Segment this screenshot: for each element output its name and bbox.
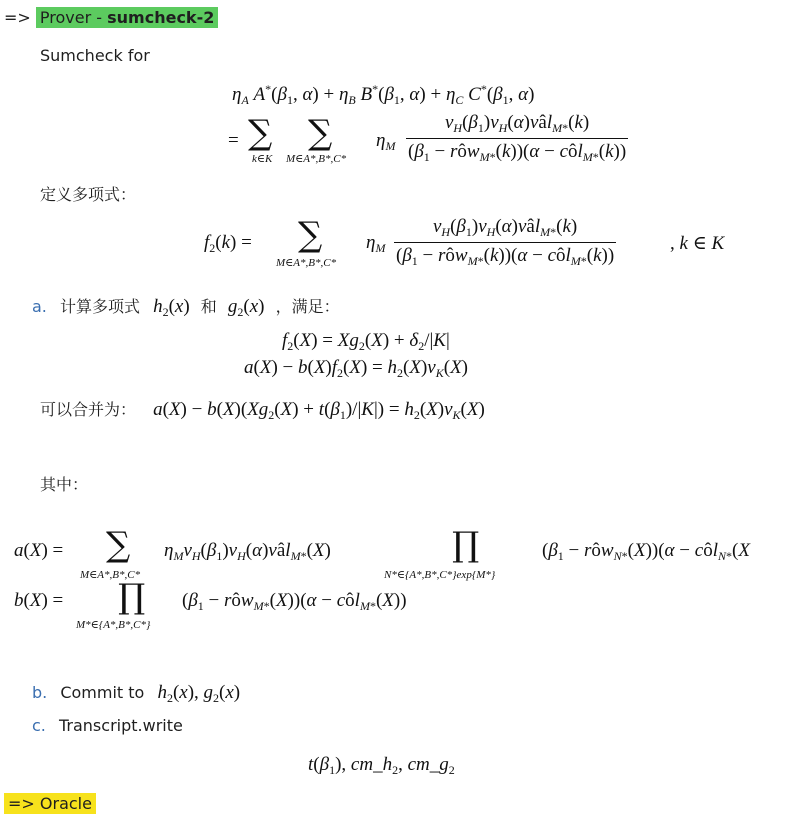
equation-transcript: $t(\beta_1)$, $cm\_h_2$, $cm\_g_2$ xyxy=(308,754,455,777)
item-a-text-after: ，满足： xyxy=(275,297,340,316)
math-g2x: $g_2(x)$ xyxy=(227,296,265,319)
item-a-text-before: 计算多项式 xyxy=(59,297,140,316)
list-marker-c: c. xyxy=(32,716,46,735)
header-arrow: => xyxy=(4,8,31,27)
equation-b-def: b(X) = ∏ M*∈{A*,B*,C*} ($\beta_1$ − rôw$_{M*}$(X))(α − côl$_{M*}$(X)) xyxy=(14,577,407,631)
where-label: 其中： xyxy=(40,475,89,494)
header-highlight xyxy=(36,7,218,28)
combine-label: 可以合并为： xyxy=(40,400,137,419)
item-c-text: Transcript.write xyxy=(58,716,183,735)
list-item-a xyxy=(32,294,340,320)
equation-f2-X: $f_2(X) = Xg_2(X) + \delta_2/|K|$ xyxy=(282,330,450,353)
equation-sumcheck-line1: $\eta_A$ $A^*(\beta_1$, $\alpha) + \eta_B$ $B^*(\beta_1$, $\alpha) + \eta_C$ $C^*(\beta_1$, α) xyxy=(232,82,535,107)
list-item-c xyxy=(32,716,183,735)
equation-aX-bX: $a(X) - b(X)f_2(X) = h_2(X)v_K(X)$ xyxy=(244,357,468,380)
item-b-text: Commit to xyxy=(60,683,145,702)
equation-a-def: a(X) = ∑ M∈A*,B*,C* $\eta_Mv_H(\beta_1)v_H(\alpha)vâl_{M*}(X)$ ∏ N*∈{A*,B*,C*}exp{M*} ($\beta_1$ − rôw$_{N*}$(X))(α − côl$_{N*}$(X xyxy=(14,525,750,581)
math-commit-polys: $h_2(x)$, $g_2(x)$ xyxy=(157,682,241,705)
footer xyxy=(4,794,96,813)
list-marker-a: a. xyxy=(32,297,47,316)
footer-oracle: => Oracle xyxy=(4,793,96,814)
header xyxy=(4,8,218,27)
define-poly-label: 定义多项式： xyxy=(40,185,137,204)
item-a-and: 和 xyxy=(200,297,217,316)
sumcheck-for-label: Sumcheck for xyxy=(40,46,150,65)
combine-line xyxy=(40,397,485,423)
math-h2x: $h_2(x)$ xyxy=(153,296,190,319)
header-prefix: Prover - xyxy=(39,8,108,27)
list-marker-b: b. xyxy=(32,683,48,702)
header-title: sumcheck-2 xyxy=(107,8,215,27)
list-item-b xyxy=(32,682,240,706)
equation-combined: $a(X) - b(X)(Xg_2(X) + t(\beta_1)/|K|) = h_2(X)v_K(X)$ xyxy=(153,399,485,422)
